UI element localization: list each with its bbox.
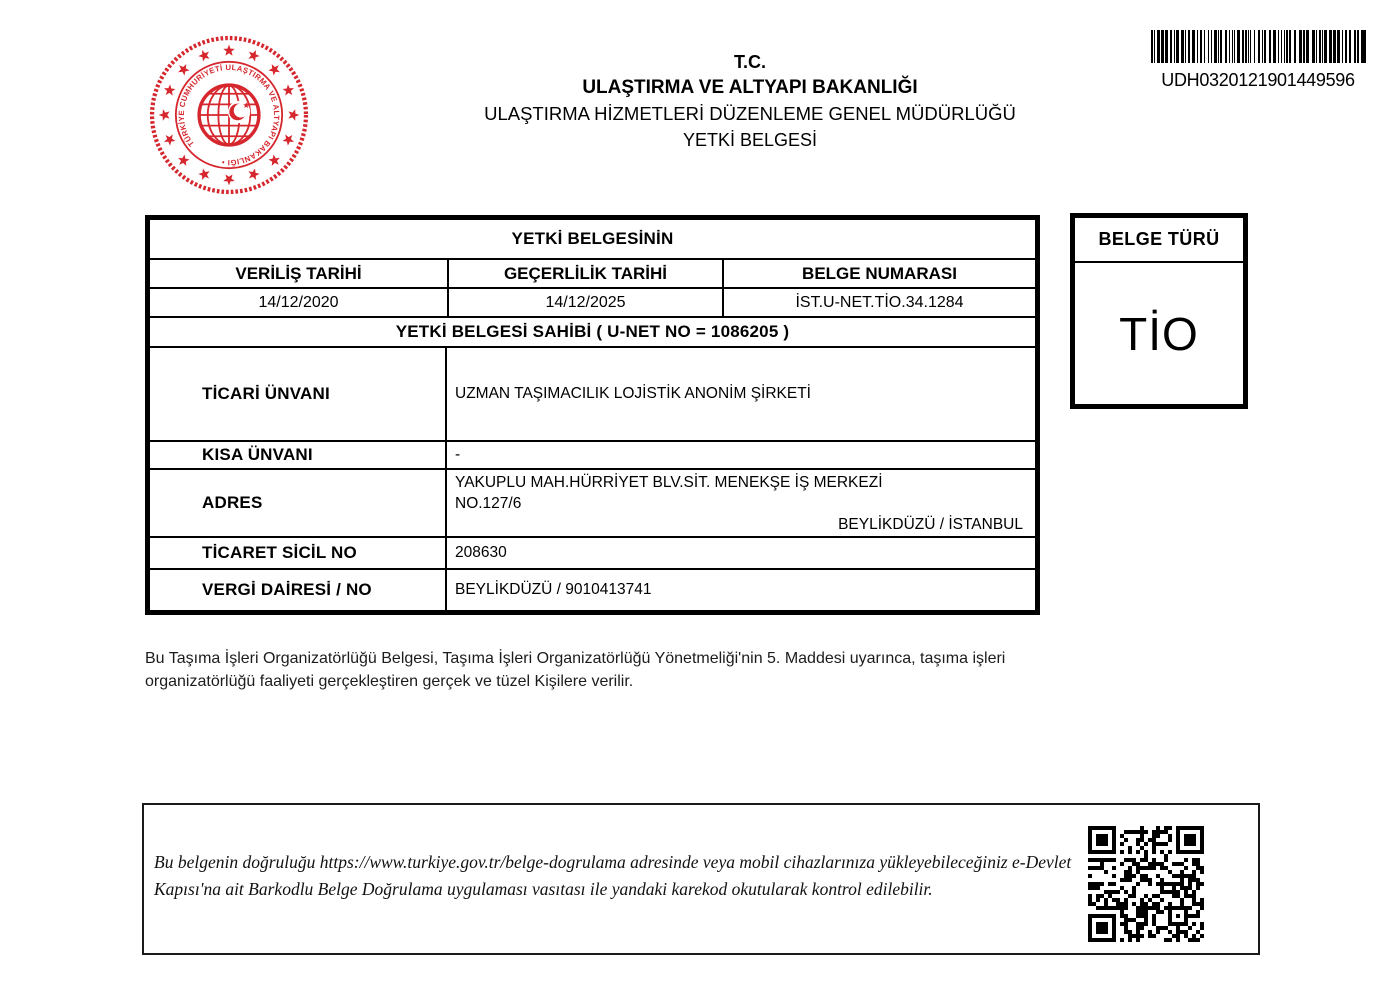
value-ticari-unvani: UZMAN TAŞIMACILIK LOJİSTİK ANONİM ŞİRKETİ xyxy=(455,385,811,402)
label-ticari-unvani: TİCARİ ÜNVANI xyxy=(150,348,447,440)
label-kisa-unvani: KISA ÜNVANI xyxy=(150,442,447,468)
adres-line1: YAKUPLU MAH.HÜRRİYET BLV.SİT. MENEKŞE İŞ MERKEZİ xyxy=(455,473,883,491)
adres-line2: NO.127/6 xyxy=(455,494,522,512)
header-doc-type: YETKİ BELGESİ xyxy=(682,130,818,150)
value-belge-numarasi: İST.U-NET.TİO.34.1284 xyxy=(722,289,1035,316)
certificate-table xyxy=(145,215,1040,615)
verification-text: Bu belgenin doğruluğu https://www.turkiye.gov.tr/belge-dogrulama adresinde veya mobil cihazlarınıza yükleyebileceğiniz e-Devlet Kapısı'na ait Barkodlu Belge Doğrulama uygulaması vasıtası ile yandaki karekod okutularak kontrol edilebilir. xyxy=(154,852,1072,899)
table-row-adres xyxy=(150,468,1035,536)
label-vergi-dairesi: VERGİ DAİRESİ / NO xyxy=(150,570,447,610)
col-belge-numarasi: BELGE NUMARASI xyxy=(722,260,1035,287)
table-row-ticari-unvani xyxy=(150,346,1035,440)
ministry-seal-icon xyxy=(148,34,310,196)
adres-line3: BEYLİKDÜZÜ / İSTANBUL xyxy=(838,515,1023,533)
value-gecerlilik-tarihi: 14/12/2025 xyxy=(447,289,722,316)
verification-box xyxy=(142,803,1260,955)
value-adres xyxy=(447,470,1035,536)
col-gecerlilik-tarihi: GEÇERLİLİK TARİHİ xyxy=(447,260,722,287)
value-vergi-dairesi: BEYLİKDÜZÜ / 9010413741 xyxy=(455,581,652,598)
table-header-row xyxy=(150,258,1035,287)
table-value-row xyxy=(150,287,1035,316)
document-header xyxy=(330,49,1170,153)
seal-globe-icon xyxy=(199,85,260,145)
section-title-belgesinin: YETKİ BELGESİNİN xyxy=(511,229,674,248)
description-text: Bu Taşıma İşleri Organizatörlüğü Belgesi, Taşıma İşleri Organizatörlüğü Yönetmeliği'nin 5. Maddesi uyarınca, taşıma işleri organizatörlüğü faaliyeti gerçekleştiren gerçek ve tüzel Kişilere verilir. xyxy=(145,650,1006,690)
belge-turu-box xyxy=(1070,213,1248,409)
qr-code xyxy=(1086,824,1206,944)
barcode xyxy=(1150,30,1366,91)
section-title-sahibi: YETKİ BELGESİ SAHİBİ ( U-NET NO = 1086205 ) xyxy=(150,316,1035,346)
table-row-kisa-unvani xyxy=(150,440,1035,468)
col-verilis-tarihi: VERİLİŞ TARİHİ xyxy=(235,263,362,283)
barcode-number: UDH0320121901449596 xyxy=(1161,70,1355,90)
barcode-image xyxy=(1151,30,1366,63)
table-row-vergi-dairesi xyxy=(150,568,1035,610)
header-ministry: ULAŞTIRMA VE ALTYAPI BAKANLIĞI xyxy=(582,77,918,98)
value-verilis-tarihi: 14/12/2020 xyxy=(258,293,339,311)
belge-turu-value: TİO xyxy=(1119,307,1199,360)
belge-turu-title: BELGE TÜRÜ xyxy=(1075,218,1243,263)
value-ticaret-sicil: 208630 xyxy=(455,544,507,561)
value-kisa-unvani: - xyxy=(455,446,461,463)
header-directorate: ULAŞTIRMA HİZMETLERİ DÜZENLEME GENEL MÜDÜRLÜĞÜ xyxy=(484,103,1016,124)
label-ticaret-sicil: TİCARET SİCİL NO xyxy=(150,538,447,568)
seal-circular-text: TÜRKİYE CUMHURİYETİ ULAŞTIRMA VE ALTYAPI BAKANLIĞI • xyxy=(176,62,282,168)
header-tc: T.C. xyxy=(733,52,766,72)
label-adres: ADRES xyxy=(150,470,447,536)
table-row-ticaret-sicil xyxy=(150,536,1035,568)
